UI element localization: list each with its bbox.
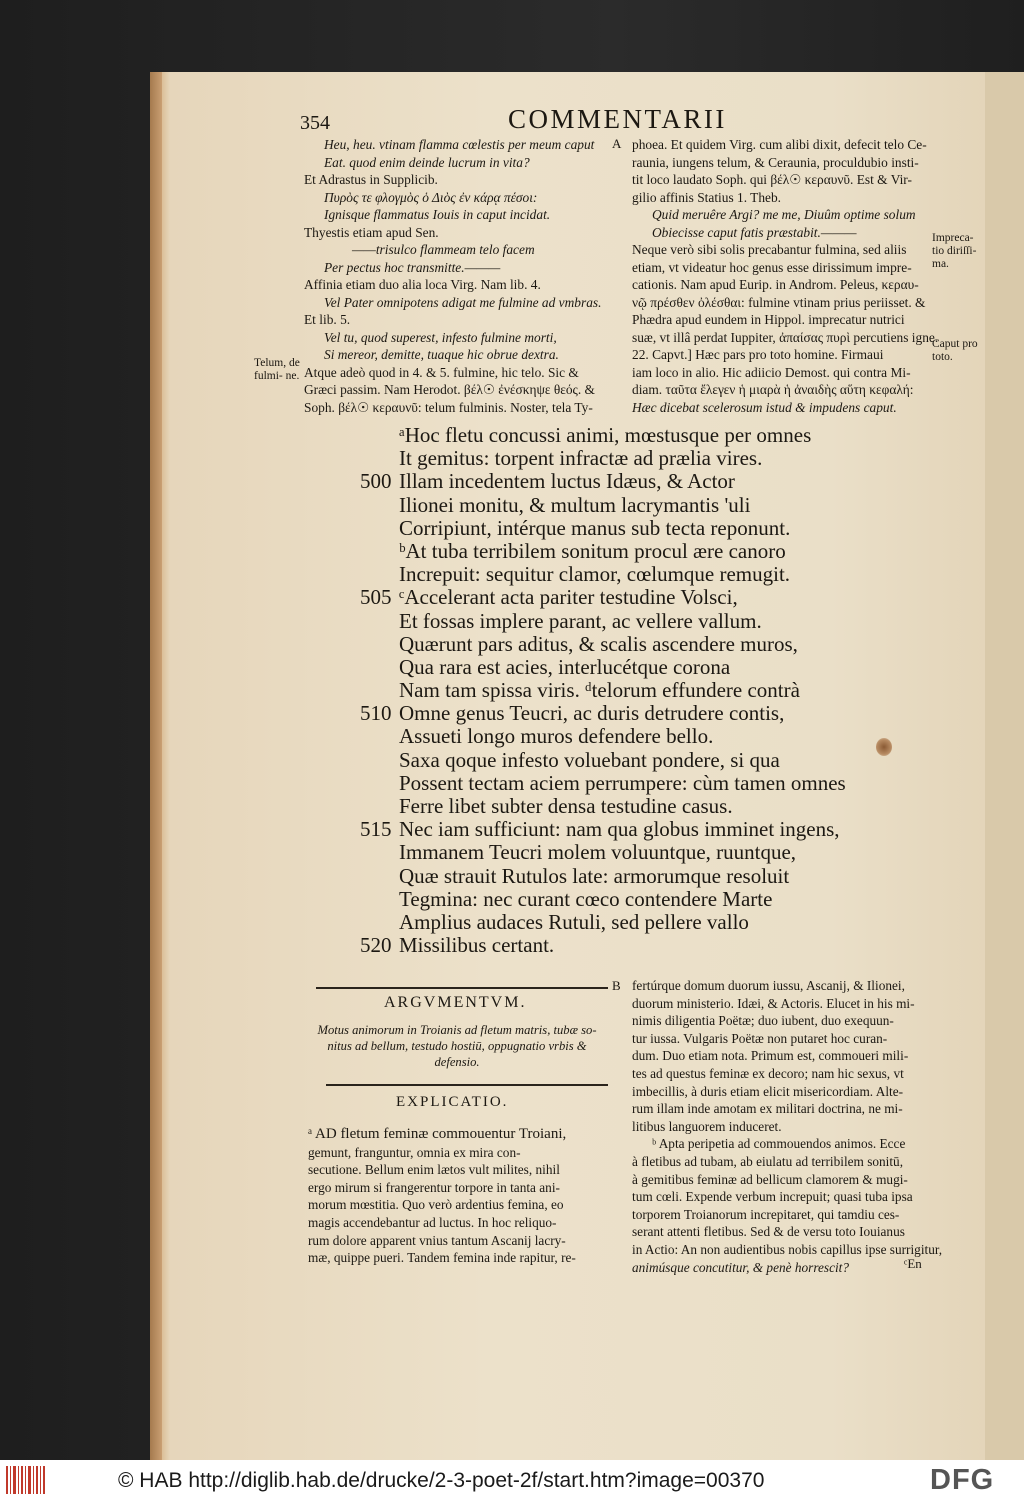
verse-number: 510	[360, 701, 392, 726]
commentary-line: Vel Pater omnipotens adigat me fulmine ad vmbras.	[324, 294, 602, 310]
verse-text: Et fossas implere parant, ac vellere vallum.	[399, 608, 762, 633]
verse-line	[360, 934, 880, 957]
commentary-line: tit loco laudato Soph. qui βέλ☉ κεραυνῦ. Est & Vir-	[632, 172, 912, 187]
explicatio-line: rum dolore apparent vnius tantum Ascanij lacry-	[308, 1232, 566, 1248]
marker-a: A	[612, 136, 622, 151]
verse-text: Saxa qoque infesto voluebant pondere, si qua	[399, 747, 780, 772]
verse-text: Illam incedentem luctus Idæus, & Actor	[399, 469, 735, 494]
verse-line	[360, 447, 880, 470]
commentary-line: Quid meruêre Argi? me me, Diuûm optime solum	[652, 207, 916, 222]
commentary-line: Obiecisse caput fatis præstabit.———	[652, 224, 857, 240]
commentary-line: Heu, heu. vtinam flamma cœlestis per meum caput	[324, 137, 595, 152]
left-commentary-column	[304, 136, 609, 416]
commentary-line: à gemitibus feminæ ad bellicum clamorem & mugi-	[632, 1171, 908, 1187]
verse-line	[360, 494, 880, 517]
copyright-url[interactable]: © HAB http://diglib.hab.de/drucke/2-3-poet-2f/start.htm?image=00370	[118, 1469, 765, 1492]
verse-line	[360, 563, 880, 586]
commentary-line: dum. Duo etiam nota. Primum est, commoueri mili-	[632, 1048, 909, 1064]
verse-text: Tegmina: nec curant cœco contendere Marte	[399, 886, 773, 911]
commentary-line: Affinia etiam duo alia loca Virg. Nam lib. 4.	[304, 277, 541, 292]
barcode-icon	[6, 1466, 46, 1494]
rule-top	[316, 987, 608, 989]
verse-line	[360, 702, 880, 725]
commentary-line: Phædra apud eundem in Hippol. imprecatur nutrici	[632, 312, 905, 327]
commentary-line: 22. Capvt.] Hæc pars pro toto homine. Firmaui	[632, 347, 884, 362]
right-bottom-commentary	[632, 977, 943, 1276]
explicatio-title: EXPLICATIO.	[396, 1094, 509, 1110]
verse-line	[360, 772, 880, 795]
commentary-line: Si mereor, demitte, tuaque hic obrue dextra.	[324, 347, 559, 362]
commentary-line: phoea. Et quidem Virg. cum alibi dixit, defecit telo Ce-	[632, 137, 927, 152]
commentary-line: Soph. βέλ☉ κεραυνῦ: telum fulminis. Noster, tela Ty-	[304, 399, 593, 415]
verse-text: Nec iam sufficiunt: nam qua globus imminet ingens,	[399, 817, 840, 842]
verse-number: 515	[360, 817, 392, 842]
explicatio-line: ᵃ AD fletum feminæ commouentur Troiani,	[308, 1126, 567, 1142]
commentary-line: Et Adrastus in Supplicib.	[304, 172, 438, 187]
commentary-line: litibus languorem induceret.	[632, 1118, 782, 1134]
verse-text: It gemitus: torpent infractæ ad prælia vires.	[399, 446, 763, 471]
commentary-line: Et lib. 5.	[304, 312, 351, 327]
margin-note-telum: Telum, de fulmi- ne.	[254, 357, 300, 382]
commentary-line: ᵇ Apta peripetia ad commouendos animos. Ecce	[652, 1136, 906, 1152]
verse-text: Amplius audaces Rutuli, sed pellere vallo	[399, 909, 749, 934]
verse-line	[360, 888, 880, 911]
commentary-line: Thyestis etiam apud Sen.	[304, 224, 439, 240]
verse-line	[360, 841, 880, 864]
margin-note-caput: Caput pro toto.	[932, 338, 978, 363]
verse-line	[360, 865, 880, 888]
verse-text: Immanem Teucri molem voluuntque, ruuntque,	[399, 840, 797, 865]
verse-text: Qua rara est acies, interlucétque corona	[399, 654, 731, 679]
explicatio-text	[308, 1126, 608, 1267]
verse-line	[360, 424, 880, 447]
commentary-line: etiam, vt videatur hoc genus esse dirissimum impre-	[632, 259, 912, 275]
rule-middle	[326, 1084, 608, 1086]
verse-text: Corripiunt, intérque manus sub tecta reponunt.	[399, 515, 791, 540]
commentary-line: Ignisque flammatus Iouis in caput incidat.	[324, 207, 551, 222]
verse-text: Missilibus certant.	[399, 933, 555, 958]
verse-line	[360, 517, 880, 540]
verse-line	[360, 679, 880, 702]
commentary-line: tes ad questus feminæ ex decoro; nam hic sexus, vt	[632, 1065, 904, 1081]
verse-line	[360, 818, 880, 841]
commentary-line: Hæc dicebat scelerosum istud & impudens caput.	[632, 399, 897, 415]
verse-text: Quærunt pars aditus, & scalis ascendere muros,	[399, 631, 798, 656]
commentary-line: tur iussa. Vulgaris Poëtæ non putaret hoc curan-	[632, 1030, 888, 1046]
explicatio-line: gemunt, franguntur, omnia ex mira con-	[308, 1144, 521, 1160]
commentary-line: à fletibus ad tubam, ab eiulatu ad terribilem sonitū,	[632, 1153, 904, 1169]
commentary-line: Atque adeò quod in 4. & 5. fulmine, hic telo. Sic &	[304, 364, 579, 380]
commentary-line: iam loco in alio. Hic adiicio Demost. qui contra Mi-	[632, 364, 911, 380]
verse-text: Nam tam spissa viris. ᵈtelorum effundere contrà	[399, 678, 800, 703]
commentary-line: in Actio: An non audientibus nobis capillus ipse surrigitur,	[632, 1241, 943, 1257]
explicatio-line: ergo mirum si frangerentur torpore in tanta ani-	[308, 1179, 560, 1195]
commentary-line: raunia, iungens telum, & Ceraunia, proculdubio insti-	[632, 154, 919, 170]
commentary-line: diam. ταῦτα ἔλεγεν ἡ μιαρὰ ἡ ἀναιδὴς αὕτη κεφαλή:	[632, 382, 914, 397]
verse-number: 505	[360, 585, 392, 610]
commentary-line: gilio affinis Statius 1. Theb.	[632, 189, 782, 205]
verse-line	[360, 656, 880, 679]
verse-line	[360, 795, 880, 818]
verse-number: 500	[360, 469, 392, 494]
explicatio-line: morum mœstitia. Quo verò ardentius femina, eo	[308, 1197, 564, 1213]
margin-note-imprecatio: Impreca- tio diriſſi- ma.	[932, 232, 977, 270]
explicatio-line: mæ, quippe pueri. Tandem femina inde rapitur, re-	[308, 1250, 576, 1266]
verse-text: ᵇAt tuba terribilem sonitum procul ære canoro	[399, 538, 786, 563]
commentary-line: suæ, vt illâ perdat Iuppiter, ἀπαίσας πυρὶ percutiens igne.	[632, 329, 939, 345]
verse-text: Omne genus Teucri, ac duris detrudere contis,	[399, 701, 785, 726]
commentary-line: serant attenti fletibus. Sed & de versu toto Iouianus	[632, 1224, 905, 1240]
catchword: ᶜEn	[904, 1256, 922, 1271]
verse-line	[360, 633, 880, 656]
commentary-line: animúsque concutitur, & penè horrescit?	[632, 1259, 850, 1275]
verse-text: Ferre libet subter densa testudine casus.	[399, 794, 733, 818]
commentary-line: νῷ πρέσθεν ὀλέσθαι: fulmine vtinam prius periisset. &	[632, 294, 926, 310]
argumentum-text: Motus animorum in Troianis ad fletum matris, tubæ so- nitus ad bellum, testudo hostiū, oppugnatio vrbis & defensio.	[317, 1023, 597, 1069]
commentary-line: Græci passim. Nam Herodot. βέλ☉ ἐνέσκηψε θεός. &	[304, 382, 595, 397]
verse-block	[360, 424, 880, 957]
verse-line	[360, 749, 880, 772]
marker-b: B	[612, 978, 621, 993]
verse-line	[360, 610, 880, 633]
verse-text: ᶜAccelerant acta pariter testudine Volsci,	[399, 585, 738, 610]
explicatio-line: secutione. Bellum enim lætos vult milites, nihil	[308, 1162, 560, 1178]
commentary-line: ——trisulco flammeam telo facem	[352, 242, 535, 257]
commentary-line: imbecillis, à duris etiam elicit misericordiam. Alte-	[632, 1083, 904, 1099]
verse-line	[360, 586, 880, 609]
verse-number: 520	[360, 933, 392, 958]
commentary-line: fertúrque domum duorum iussu, Ascanij, & Ilionei,	[632, 978, 905, 993]
page-edge	[150, 72, 162, 1460]
commentary-line: torporem Troianorum increpitaret, qui tamdiu ces-	[632, 1206, 900, 1222]
dfg-logo: DFG	[930, 1464, 995, 1496]
commentary-line: tum cœli. Expende verbum increpuit; quasi tuba ipsa	[632, 1189, 913, 1205]
verse-line	[360, 725, 880, 748]
commentary-line: cationis. Nam apud Eurip. in Androm. Peleus, κεραυ-	[632, 277, 919, 292]
facing-page-strip	[985, 72, 1024, 1460]
verse-text: Possent tectam aciem perrumpere: cùm tamen omnes	[399, 770, 846, 795]
page-number: 354	[300, 112, 330, 134]
verse-text: Increpuit: sequitur clamor, cœlumque remugit.	[399, 562, 791, 587]
verse-line	[360, 540, 880, 563]
verse-text: Quæ strauit Rutulos late: armorumque resoluit	[399, 863, 790, 888]
running-head: COMMENTARII	[508, 104, 727, 134]
verse-line	[360, 911, 880, 934]
verse-text: ᵃHoc fletu concussi animi, mœstusque per omnes	[399, 423, 812, 447]
commentary-line: Πυρὸς τε φλογμὸς ὁ Διὸς ἐν κάρᾳ πέσοι:	[324, 189, 538, 205]
commentary-line: nimis diligentia Poëtæ; duo iubent, duo exequun-	[632, 1013, 894, 1029]
commentary-line: Vel tu, quod superest, infesto fulmine morti,	[324, 329, 557, 345]
commentary-line: Per pectus hoc transmitte.———	[324, 259, 501, 275]
argumentum-title: ARGVMENTVM.	[384, 994, 527, 1011]
commentary-line: Neque verò sibi solis precabantur fulmina, sed aliis	[632, 242, 907, 257]
verse-text: Ilionei monitu, & multum lacrymantis 'uli	[399, 492, 751, 517]
verse-text: Assueti longo muros defendere bello.	[399, 724, 714, 749]
right-commentary-column	[632, 136, 939, 416]
explicatio-line: magis accendebantur ad luctus. In hoc reliquo-	[308, 1214, 557, 1230]
commentary-line: duorum ministerio. Idæi, & Actoris. Elucet in his mi-	[632, 995, 915, 1011]
commentary-line: rum illam inde amotam ex militari doctrina, ne mi-	[632, 1101, 903, 1117]
verse-line	[360, 470, 880, 493]
commentary-line: Eat. quod enim deinde lucrum in vita?	[324, 154, 530, 170]
